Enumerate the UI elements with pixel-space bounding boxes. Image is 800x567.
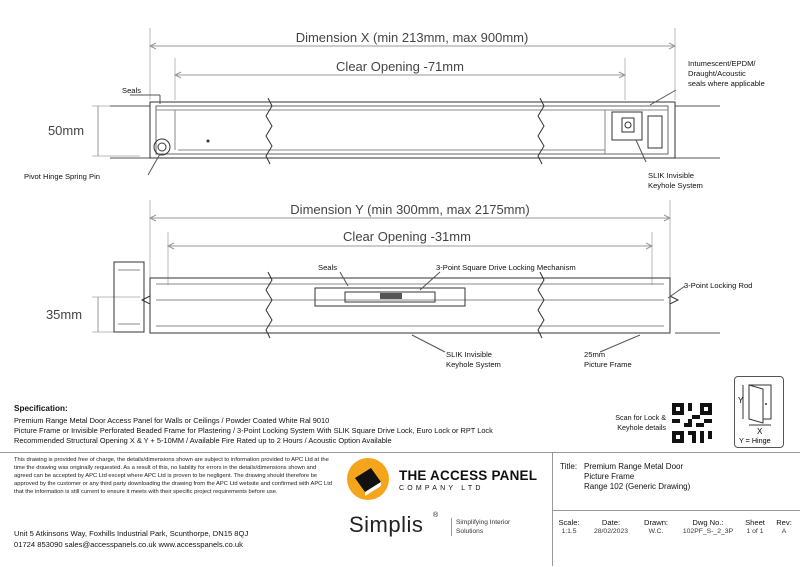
legend-x: X [757, 427, 763, 436]
divider [552, 452, 553, 566]
date-label: Date: [601, 518, 621, 527]
depth-50-label: 50mm [47, 123, 85, 138]
scale-label: Scale: [558, 518, 580, 527]
scan-text [596, 413, 666, 433]
locking-rod-label: 3-Point Locking Rod [684, 281, 753, 290]
legend-y: Y [738, 396, 744, 405]
dwg-cell [676, 518, 740, 535]
scale-cell [556, 518, 582, 535]
frame-25mm-label: 25mm [584, 350, 606, 359]
disclaimer: This drawing is provided free of charge, the details/dimensions shown are subject to information provided to APC Ltd at the time the drawing was originally requested. As a result of this, no liability for errors in the details/dimensions shown and agreed can be accepted by APC Ltd except where APC Ltd is proven to be negligent. The drawing should therefore be approved by the customer or any third party downloading the drawing from the APC Ltd website and confirmed with APC Ltd that the information is still current to ensure it meets with their specific project requirements before use. [14, 457, 333, 495]
title-line1: Premium Range Metal Door [584, 462, 684, 471]
specification [14, 404, 604, 446]
scale-value: 1:1.5 [561, 528, 577, 535]
date-cell [586, 518, 636, 535]
clear-opening-x-label: Clear Opening -71mm [336, 59, 464, 74]
title-block [560, 462, 690, 492]
address-block [14, 528, 344, 550]
side-slik-line2: Keyhole System [446, 360, 501, 369]
drawn-value: W.C. [648, 528, 664, 535]
sheet-value: 1 of 1 [746, 528, 764, 535]
spec-line2: Picture Frame or Invisible Perforated Beaded Frame for Plastering / 3-Point Locking System With SLIK Square Drive Lock, Euro Lock or RPT Lock [14, 426, 493, 435]
contact-line: 01724 853090 sales@accesspanels.co.uk www.accesspanels.co.uk [14, 540, 243, 549]
dwg-label: Dwg No.: [692, 518, 724, 527]
title-label: Title: [560, 462, 578, 471]
intumescent-line3: seals where applicable [688, 79, 765, 88]
intumescent-line2: Draught/Acoustic [688, 69, 746, 78]
rev-label: Rev: [776, 518, 792, 527]
title-line2: Picture Frame [584, 472, 635, 481]
door-diagram-icon [735, 377, 783, 447]
drawn-label: Drawn: [643, 518, 669, 527]
clear-opening-y-label: Clear Opening -31mm [343, 229, 471, 244]
simplis-logo: Simplis [349, 512, 424, 537]
dimension-y-label: Dimension Y (min 300mm, max 2175mm) [290, 202, 530, 217]
top-slik-line2: Keyhole System [648, 181, 703, 190]
simplis-tagline: Simplifying Interior Solutions [451, 518, 536, 536]
dimension-x-label: Dimension X (min 213mm, max 900mm) [295, 30, 529, 45]
rev-cell [772, 518, 796, 535]
spec-heading: Specification: [14, 404, 68, 413]
title-line3: Range 102 (Generic Drawing) [584, 482, 691, 491]
spec-line3: Recommended Structural Opening X & Y + 5-10MM / Available Fire Rated up to 2 Hours / Acoustic Option Available [14, 436, 392, 445]
address-line1: Unit 5 Atkinsons Way, Foxhills Industrial Park, Scunthorpe, DN15 8QJ [14, 529, 249, 538]
top-slik-line1: SLIK Invisible [648, 171, 695, 180]
date-value: 28/02/2023 [593, 528, 629, 535]
depth-35-label: 35mm [45, 307, 83, 322]
top-seals-label: Seals [122, 86, 141, 95]
spec-line1: Premium Range Metal Door Access Panel for Walls or Ceilings / Powder Coated White Ral 9010 [14, 416, 330, 425]
dwg-value: 102PF_S-_2_3P [682, 528, 734, 535]
legend-hinge: Y = Hinge [739, 436, 771, 445]
title-divider [552, 510, 800, 511]
scan-line2: Keyhole details [617, 423, 666, 432]
pivot-hinge-label: Pivot Hinge Spring Pin [24, 172, 100, 181]
side-slik-line1: SLIK Invisible [446, 350, 493, 359]
company-logo-icon [347, 458, 389, 500]
scan-line1: Scan for Lock & [615, 413, 666, 422]
brand-block [345, 458, 545, 558]
qr-code-icon[interactable] [672, 403, 712, 443]
intumescent-line1: Intumescent/EPDM/ [688, 59, 756, 68]
sheet-label: Sheet [745, 518, 765, 527]
top-view [92, 28, 720, 175]
simplis-registered: ® [433, 512, 439, 519]
rev-value: A [781, 528, 787, 535]
side-view [92, 200, 720, 352]
brand-name: THE ACCESS PANEL [399, 468, 538, 483]
sheet-cell [740, 518, 770, 535]
mechanism-label: 3-Point Square Drive Locking Mechanism [436, 263, 576, 272]
drawn-cell [638, 518, 674, 535]
picture-frame-label: Picture Frame [584, 360, 632, 369]
brand-subname: COMPANY LTD [399, 485, 484, 492]
hinge-legend [734, 376, 784, 448]
side-seals-label: Seals [318, 263, 337, 272]
